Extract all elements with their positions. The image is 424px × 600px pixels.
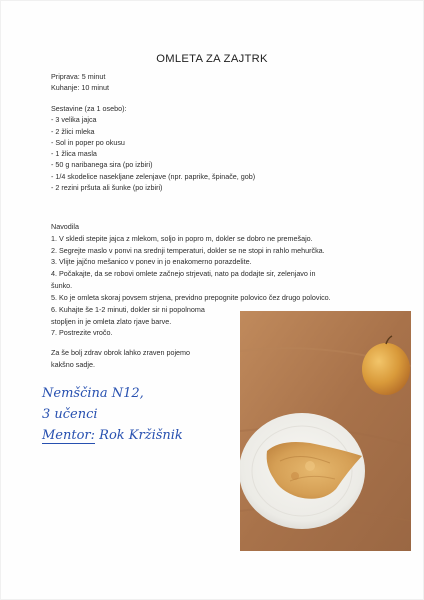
preparation-time: Priprava: 5 minut bbox=[51, 72, 106, 81]
ingredient-item: - Sol in poper po okusu bbox=[51, 137, 125, 147]
ingredient-item: - 3 velika jajca bbox=[51, 115, 97, 125]
instruction-step: 5. Ko je omleta skoraj povsem strjena, previdno prepognite polovico čez drugo polovico. bbox=[51, 292, 331, 302]
mentor-label: Mentor: bbox=[42, 428, 96, 443]
handwritten-mentor bbox=[42, 425, 183, 446]
closing-line: Za še bolj zdrav obrok lahko zraven pojemo bbox=[51, 348, 191, 357]
ingredient-item: - 2 žlici mleka bbox=[51, 126, 95, 136]
instruction-step: 2. Segrejte maslo v ponvi na srednji temperaturi, dokler se ne stopi in rahlo mehurčka. bbox=[51, 245, 325, 255]
instructions-heading: Navodila bbox=[51, 222, 79, 231]
handwritten-signature bbox=[42, 383, 183, 446]
cooking-time: Kuhanje: 10 minut bbox=[51, 83, 109, 93]
instruction-step: šunko. bbox=[51, 280, 73, 290]
handwritten-class: Nemščina N12, bbox=[42, 386, 144, 401]
ingredient-item: - 1 žlica masla bbox=[51, 149, 97, 159]
recipe-title: OMLETA ZA ZAJTRK bbox=[156, 53, 268, 65]
instruction-step: stopljen in je omleta zlato rjave barve. bbox=[51, 316, 172, 326]
ingredient-item: - 1/4 skodelice nasekljane zelenjave (npr. paprike, špinače, gob) bbox=[51, 171, 256, 181]
prep-times bbox=[51, 71, 109, 94]
ingredient-item: - 50 g naribanega sira (po izbiri) bbox=[51, 160, 153, 170]
instruction-step: 4. Počakajte, da se robovi omlete začnejo strjevati, nato pa dodajte sir, zelenjavo in bbox=[51, 269, 316, 279]
instruction-steps-final bbox=[51, 304, 241, 339]
ingredients-heading: Sestavine (za 1 osebo): bbox=[51, 104, 127, 113]
instruction-step: 6. Kuhajte še 1-2 minuti, dokler sir ni popolnoma bbox=[51, 305, 205, 314]
mentor-name: Rok Kržišnik bbox=[99, 428, 183, 443]
ingredients-section bbox=[51, 103, 255, 193]
closing-line: kakšno sadje. bbox=[51, 359, 95, 369]
instructions-section bbox=[51, 221, 331, 304]
closing-note bbox=[51, 347, 190, 370]
apple bbox=[362, 343, 410, 395]
ingredient-item: - 2 rezini pršuta ali šunke (po izbiri) bbox=[51, 183, 163, 193]
instruction-step: 3. Vlijte jajčno mešanico v ponev in jo enakomerno porazdelite. bbox=[51, 257, 252, 267]
handwritten-students: 3 učenci bbox=[42, 407, 98, 422]
instruction-step: 1. V skledi stepite jajca z mlekom, soljo in popro m, dokler se dobro ne premešajo. bbox=[51, 233, 313, 243]
omelette-photo bbox=[240, 311, 411, 551]
instruction-step: 7. Postrezite vročo. bbox=[51, 328, 113, 338]
omelette-photo-image bbox=[240, 311, 411, 551]
